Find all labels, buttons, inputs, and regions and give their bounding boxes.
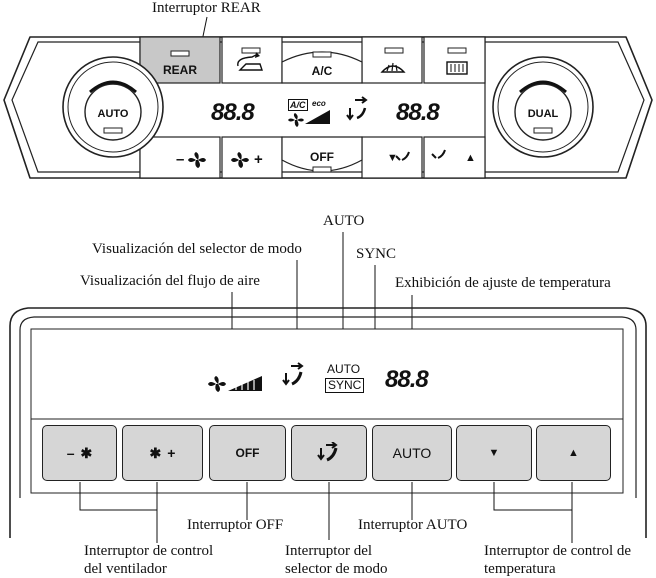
label-fan-control-line1: Interruptor de control — [84, 543, 214, 559]
off-button-label: OFF — [235, 446, 260, 460]
recirculation-button[interactable] — [222, 37, 282, 83]
rear-button-label: REAR — [162, 63, 197, 77]
eco-indicator: eco — [312, 99, 326, 108]
temp-down-icon: ▼ — [488, 447, 500, 459]
off-button[interactable] — [209, 425, 286, 481]
label-off-switch: Interruptor OFF — [187, 517, 284, 533]
fan-minus-label: – — [176, 151, 185, 168]
right-temp-display: 88.8 — [396, 99, 439, 126]
rear-switch-caption: Interruptor REAR — [152, 0, 261, 16]
callout-airflow-display: Visualización del flujo de aire — [80, 273, 260, 289]
dual-knob[interactable] — [493, 57, 593, 157]
label-fan-control-line2: del ventilador — [84, 561, 167, 577]
display-temp: 88.8 — [385, 366, 428, 393]
label-temp-control-line2: temperatura — [484, 561, 556, 577]
fan-minus-label: – — [66, 445, 75, 461]
display-auto: AUTO — [327, 362, 361, 376]
rear-defrost-button[interactable] — [424, 37, 485, 83]
temp-up-icon: ▲ — [465, 152, 476, 164]
callout-sync: SYNC — [356, 246, 397, 262]
fan-icon: ✱ — [149, 444, 162, 461]
fan-plus-label: + — [254, 151, 263, 168]
mode-selector-icon — [316, 442, 342, 464]
auto-button-label: AUTO — [392, 445, 432, 461]
ac-indicator: A/C — [290, 100, 306, 110]
callout-temp-setting-display: Exhibición de ajuste de temperatura — [395, 275, 611, 291]
mode-selector-button[interactable] — [291, 425, 367, 481]
fan-plus-button[interactable] — [122, 425, 203, 481]
label-mode-selector-line1: Interruptor del — [285, 543, 373, 559]
callout-mode-selector-display: Visualización del selector de modo — [92, 241, 302, 257]
temp-up-button[interactable] — [536, 425, 611, 481]
left-temp-display: 88.8 — [211, 99, 254, 126]
fan-minus-button[interactable] — [42, 425, 117, 481]
fan-icon: ✱ — [80, 444, 93, 461]
label-mode-selector-line2: selector de modo — [285, 561, 388, 577]
fan-plus-label: + — [167, 445, 176, 461]
temp-down-icon: ▼ — [387, 152, 398, 164]
temp-down-button[interactable] — [456, 425, 532, 481]
callout-auto: AUTO — [323, 213, 365, 229]
auto-knob-label: AUTO — [97, 108, 129, 120]
display-sync: SYNC — [325, 378, 364, 393]
dual-knob-label: DUAL — [527, 108, 559, 120]
auto-button[interactable] — [372, 425, 452, 481]
off-button-label: OFF — [310, 150, 334, 164]
front-defrost-button[interactable] — [362, 37, 422, 83]
ac-button-label: A/C — [311, 64, 333, 78]
label-temp-control-line1: Interruptor de control de — [484, 543, 632, 559]
temp-up-icon: ▲ — [568, 447, 579, 459]
label-auto-switch: Interruptor AUTO — [358, 517, 468, 533]
fan-plus-button[interactable] — [222, 137, 282, 178]
top-control-panel — [0, 0, 656, 200]
